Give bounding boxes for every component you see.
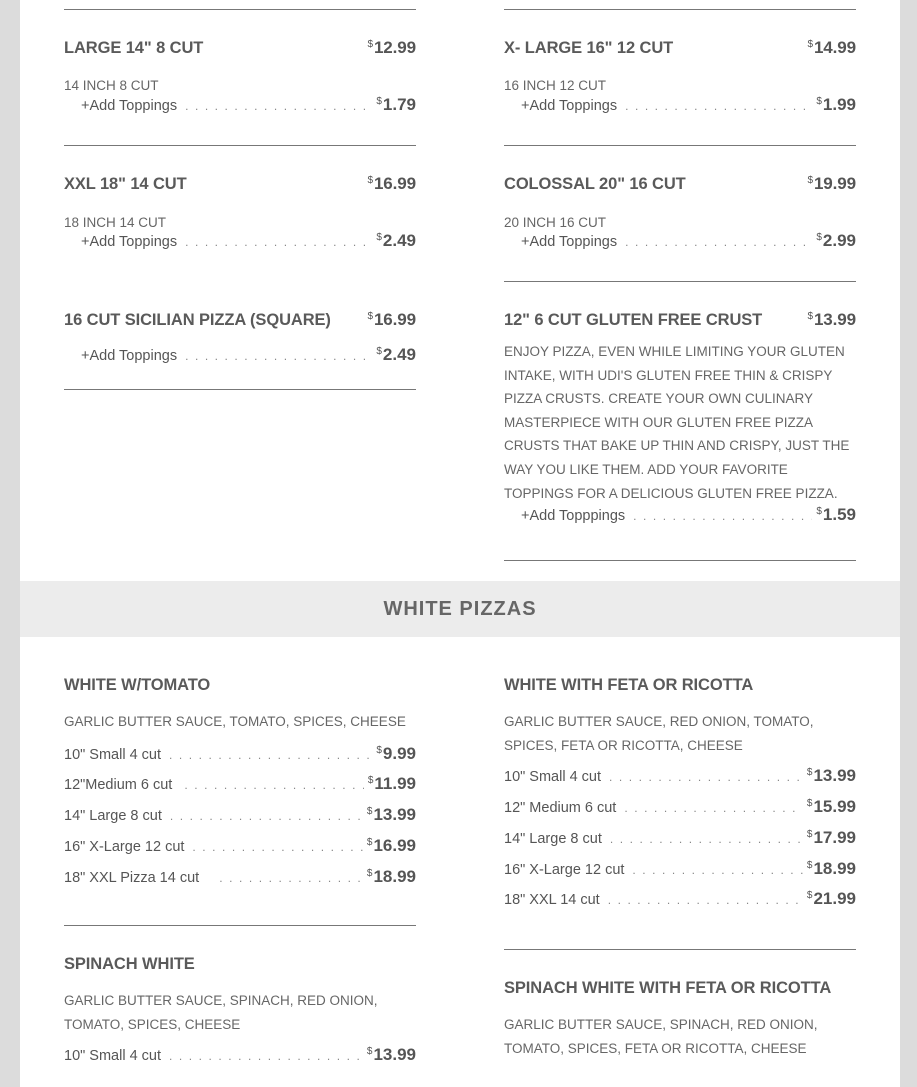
- option-price: $1.79: [376, 95, 416, 114]
- option-label: +Add Toppings: [81, 98, 178, 114]
- item-name: 16 CUT SICILIAN PIZZA (SQUARE): [64, 311, 331, 329]
- leader-dots: [625, 235, 812, 249]
- option-price: $2.49: [376, 231, 416, 250]
- option-label: 18" XXL Pizza 14 cut: [64, 869, 212, 886]
- size-options: [64, 1045, 416, 1076]
- add-toppings-option[interactable]: [504, 231, 856, 251]
- menu-item-large: [64, 38, 416, 115]
- item-price: $12.99: [367, 38, 416, 57]
- item-price: $14.99: [807, 38, 856, 57]
- menu-item-white-tomato: [64, 676, 416, 898]
- option-price: $11.99: [367, 774, 416, 794]
- item-name: SPINACH WHITE WITH FETA OR RICOTTA: [504, 979, 832, 997]
- item-name: SPINACH WHITE: [64, 955, 195, 973]
- option-price: $13.99: [366, 1045, 416, 1065]
- item-description: GARLIC BUTTER SAUCE, RED ONION, TOMATO, SPICES, FETA OR RICOTTA, CHEESE: [504, 714, 814, 753]
- item-subtitle: 14 INCH 8 CUT: [64, 78, 159, 93]
- menu-item-white-feta: [504, 676, 856, 920]
- option-price: $1.59: [816, 505, 856, 525]
- leader-dots: [185, 235, 372, 249]
- item-subtitle: 20 INCH 16 CUT: [504, 215, 607, 230]
- menu-item-xlarge: [504, 38, 856, 115]
- option-label: 18" XXL 14 cut: [504, 892, 600, 909]
- leader-dots: [625, 99, 812, 113]
- menu-item-gluten-free: [504, 310, 856, 525]
- item-price: $19.99: [807, 174, 856, 193]
- item-description: GARLIC BUTTER SAUCE, SPINACH, RED ONION, TOMATO, SPICES, FETA OR RICOTTA, CHEESE: [504, 1017, 818, 1056]
- option-label: 10" Small 4 cut: [504, 769, 602, 786]
- menu-item-sicilian: [64, 310, 416, 365]
- item-name: COLOSSAL 20" 16 CUT: [504, 175, 686, 193]
- leader-dots: [609, 770, 803, 784]
- option-price: $9.99: [376, 743, 416, 763]
- size-option[interactable]: [64, 867, 416, 898]
- size-option[interactable]: [504, 766, 856, 797]
- option-price: $17.99: [806, 827, 856, 847]
- add-toppings-option[interactable]: [64, 345, 416, 365]
- item-name: 12" 6 CUT GLUTEN FREE CRUST: [504, 311, 763, 329]
- leader-dots: [185, 99, 372, 113]
- option-label: 14" Large 8 cut: [504, 830, 602, 847]
- size-option[interactable]: [504, 797, 856, 828]
- menu-item-spinach-white: [64, 955, 416, 1076]
- item-description: ENJOY PIZZA, EVEN WHILE LIMITING YOUR GLUTEN INTAKE, WITH UDI'S GLUTEN FREE THIN & CRISPY PIZZA CRUSTS. CREATE YOUR OWN CULINARY MASTERPIECE WITH OUR GLUTEN FREE PIZZA CRUSTS THAT BAKE UP THIN AND CRISPY, JUST THE WAY YOU LIKE THEM. ADD YOUR FAVORITE TOPPINGS FOR A DELICIOUS GLUTEN FREE PIZZA.: [504, 344, 850, 501]
- option-price: $13.99: [806, 766, 856, 786]
- option-label: 10" Small 4 cut: [64, 746, 162, 763]
- leader-dots: [185, 349, 372, 363]
- menu-page: [20, 0, 900, 1087]
- size-option[interactable]: [64, 1045, 416, 1076]
- option-price: $2.99: [816, 231, 856, 250]
- option-label: +Add Toppings: [81, 234, 178, 250]
- option-price: $21.99: [806, 889, 856, 909]
- add-toppings-option[interactable]: [64, 231, 416, 251]
- leader-dots: [219, 871, 363, 885]
- size-option[interactable]: [504, 828, 856, 859]
- item-price: $16.99: [367, 174, 416, 193]
- item-subtitle: 18 INCH 14 CUT: [64, 215, 167, 230]
- item-description: GARLIC BUTTER SAUCE, TOMATO, SPICES, CHEESE: [64, 714, 406, 729]
- divider: [504, 281, 856, 282]
- size-option[interactable]: [504, 859, 856, 890]
- divider: [64, 9, 416, 10]
- divider: [64, 389, 416, 390]
- item-name: XXL 18" 14 CUT: [64, 175, 187, 193]
- item-subtitle: 16 INCH 12 CUT: [504, 78, 607, 93]
- option-label: 16" X-Large 12 cut: [504, 861, 625, 878]
- divider: [504, 9, 856, 10]
- menu-item-colossal: [504, 174, 856, 251]
- size-options: [64, 744, 416, 898]
- option-price: $13.99: [366, 805, 416, 825]
- size-options: [504, 766, 856, 920]
- option-label: +Add Toppings: [81, 348, 178, 364]
- option-label: 16" X-Large 12 cut: [64, 838, 185, 855]
- leader-dots: [632, 863, 802, 877]
- size-option[interactable]: [64, 744, 416, 775]
- leader-dots: [624, 801, 803, 815]
- leader-dots: [169, 748, 372, 762]
- leader-dots: [610, 832, 803, 846]
- add-toppings-option[interactable]: [504, 95, 856, 115]
- leader-dots: [184, 778, 363, 792]
- divider: [504, 145, 856, 146]
- item-price: $13.99: [807, 310, 856, 329]
- item-name: WHITE W/TOMATO: [64, 676, 211, 694]
- option-label: 14" Large 8 cut: [64, 808, 162, 825]
- item-price: $16.99: [367, 310, 416, 329]
- menu-item-spinach-feta: [504, 979, 856, 1060]
- leader-dots: [170, 809, 363, 823]
- divider: [64, 925, 416, 926]
- menu-item-xxl: [64, 174, 416, 251]
- add-toppings-option[interactable]: [64, 95, 416, 115]
- leader-dots: [192, 840, 362, 854]
- add-toppings-option[interactable]: [504, 505, 856, 525]
- option-label: 12"Medium 6 cut: [64, 777, 177, 794]
- size-option[interactable]: [64, 805, 416, 836]
- item-description: GARLIC BUTTER SAUCE, SPINACH, RED ONION, TOMATO, SPICES, CHEESE: [64, 993, 378, 1032]
- divider: [64, 145, 416, 146]
- size-option[interactable]: [64, 836, 416, 867]
- leader-dots: [169, 1049, 363, 1063]
- leader-dots: [608, 893, 803, 907]
- option-price: $16.99: [366, 835, 416, 855]
- item-name: WHITE WITH FETA OR RICOTTA: [504, 676, 754, 694]
- section-header: WHITE PIZZAS: [20, 581, 900, 637]
- option-label: +Add Toppings: [521, 98, 618, 114]
- option-label: 10" Small 4 cut: [64, 1048, 162, 1065]
- option-price: $18.99: [806, 858, 856, 878]
- item-name: X- LARGE 16" 12 CUT: [504, 39, 674, 57]
- divider: [504, 949, 856, 950]
- size-option[interactable]: [504, 889, 856, 920]
- divider: [504, 560, 856, 561]
- option-price: $2.49: [376, 345, 416, 364]
- option-label: +Add Toppings: [521, 234, 618, 250]
- option-label: +Add Topppings: [521, 508, 626, 525]
- option-label: 12" Medium 6 cut: [504, 799, 617, 816]
- option-price: $18.99: [366, 866, 416, 886]
- size-option[interactable]: [64, 774, 416, 805]
- option-price: $1.99: [816, 95, 856, 114]
- leader-dots: [633, 509, 812, 523]
- item-name: LARGE 14" 8 CUT: [64, 39, 204, 57]
- option-price: $15.99: [806, 796, 856, 816]
